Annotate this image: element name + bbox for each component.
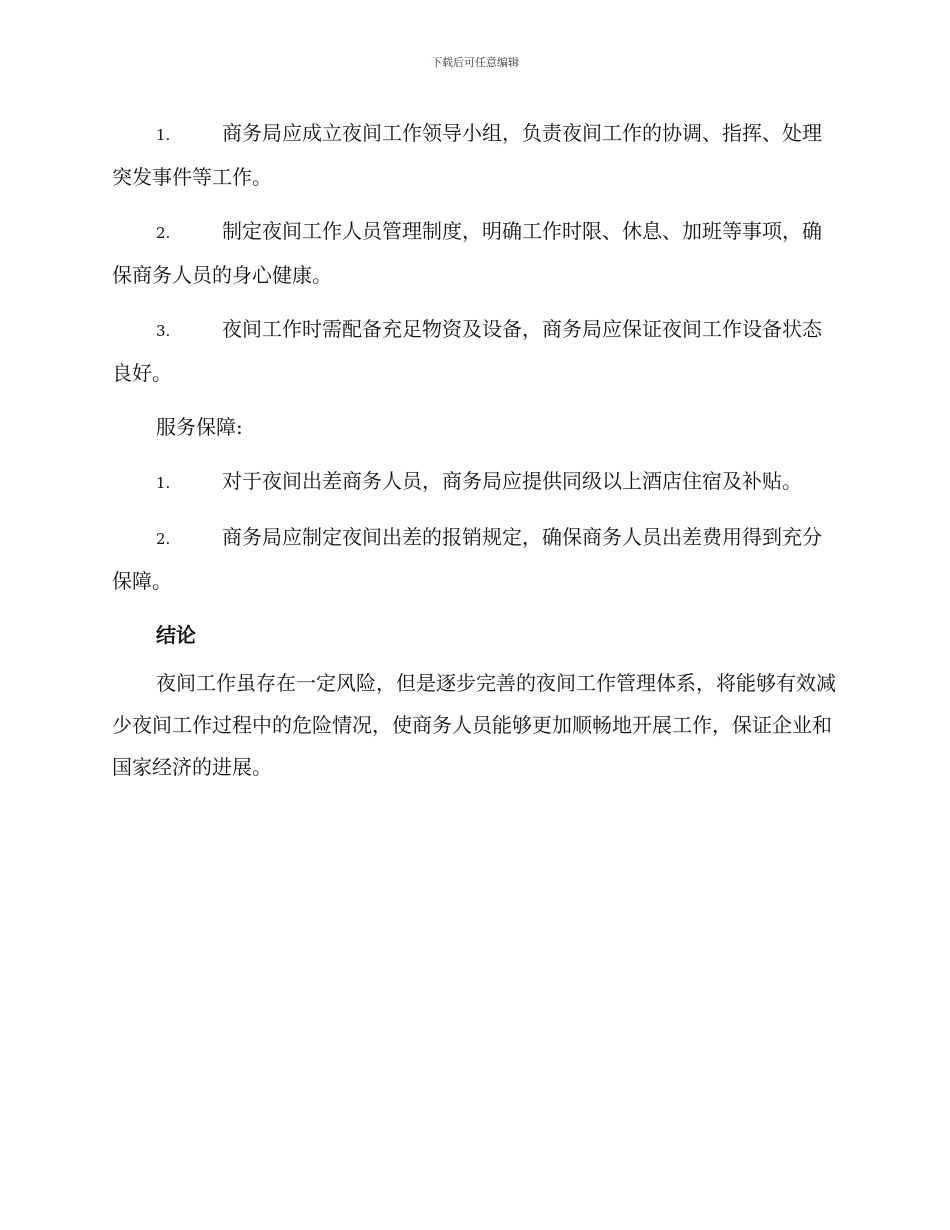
list-item — [112, 112, 836, 198]
conclusion-heading: 结论 — [156, 623, 196, 647]
list-item — [112, 460, 836, 504]
list-item — [112, 516, 836, 602]
list-item-text: 制定夜间工作人员管理制度，明确工作时限、休息、加班等事项，确保商务人员的身心健康。 — [112, 219, 822, 287]
list-item-number: 2. — [156, 530, 171, 548]
list-item-text: 夜间工作时需配备充足物资及设备，商务局应保证夜间工作设备状态良好。 — [112, 317, 822, 385]
list-item-text: 对于夜间出差商务人员，商务局应提供同级以上酒店住宿及补贴。 — [222, 469, 802, 493]
document-body — [112, 112, 836, 800]
list-item-number: 1. — [156, 126, 171, 144]
section-label: 服务保障: — [156, 415, 243, 439]
conclusion-paragraph: 夜间工作虽存在一定风险，但是逐步完善的夜间工作管理体系，将能够有效减少夜间工作过程中的危险情况，使商务人员能够更加顺畅地开展工作，保证企业和国家经济的进展。 — [112, 671, 836, 779]
list-item — [112, 308, 836, 394]
page-header: 下载后可任意编辑 — [431, 56, 519, 69]
list-item-number: 1. — [156, 474, 171, 492]
list-item — [112, 210, 836, 296]
list-item-number: 3. — [156, 322, 171, 340]
list-item-text: 商务局应制定夜间出差的报销规定，确保商务人员出差费用得到充分保障。 — [112, 525, 822, 593]
list-item-number: 2. — [156, 224, 171, 242]
list-item-text: 商务局应成立夜间工作领导小组，负责夜间工作的协调、指挥、处理突发事件等工作。 — [112, 121, 822, 189]
